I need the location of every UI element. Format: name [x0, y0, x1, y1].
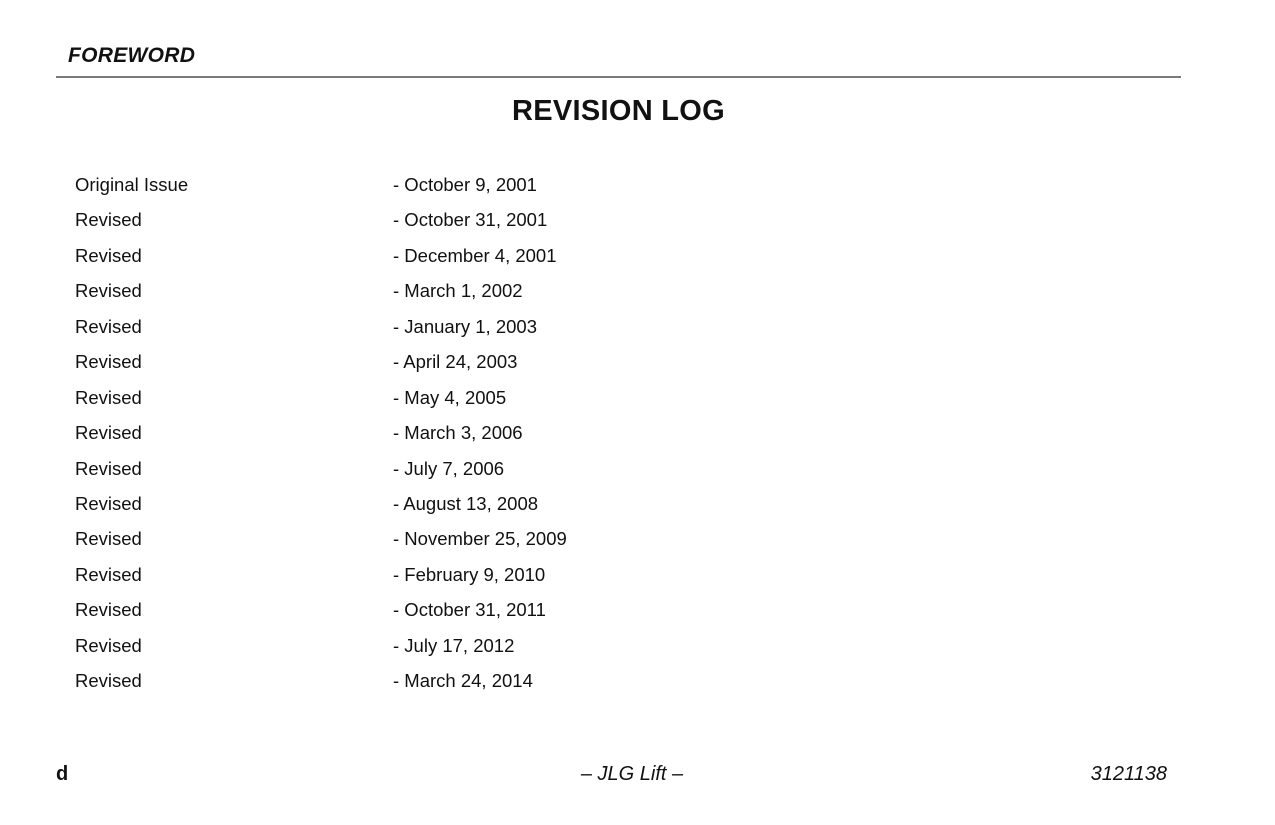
revision-date: - March 3, 2006 — [393, 422, 523, 444]
revision-date: - October 9, 2001 — [393, 174, 537, 195]
revision-type: Revised — [75, 422, 142, 444]
section-header: FOREWORD — [68, 44, 196, 67]
revision-date: - February 9, 2010 — [393, 563, 546, 585]
page-footer — [0, 763, 1275, 789]
revision-type: Revised — [75, 528, 142, 550]
revision-date: - April 24, 2003 — [393, 351, 518, 373]
revision-date: - July 7, 2006 — [393, 457, 505, 479]
revision-date: - October 31, 2001 — [393, 209, 548, 231]
page-number: d — [56, 763, 69, 785]
revision-type: Revised — [75, 209, 142, 231]
revision-type: Revised — [75, 244, 142, 266]
revision-type: Revised — [75, 634, 142, 656]
revision-type: Revised — [75, 599, 142, 621]
revision-type: Revised — [75, 563, 142, 585]
publisher-name: – JLG Lift – — [580, 763, 684, 785]
revision-type: Revised — [75, 351, 142, 373]
revision-date: - March 24, 2014 — [393, 670, 533, 692]
revision-date: - December 4, 2001 — [393, 244, 557, 266]
revision-type: Revised — [75, 386, 142, 408]
revision-date: - October 31, 2011 — [393, 599, 546, 621]
revision-date: - May 4, 2005 — [393, 386, 507, 408]
revision-type: Original Issue — [75, 174, 189, 195]
document-number: 3121138 — [1090, 763, 1167, 785]
revision-type: Revised — [75, 457, 142, 479]
revision-date: - January 1, 2003 — [393, 315, 537, 337]
page-title: REVISION LOG — [511, 95, 726, 127]
revision-date: - November 25, 2009 — [393, 528, 567, 550]
revision-type: Revised — [75, 670, 142, 692]
revision-date: - March 1, 2002 — [393, 280, 523, 302]
revision-date: - August 13, 2008 — [393, 492, 539, 514]
revision-type: Revised — [75, 280, 142, 302]
revision-type: Revised — [75, 492, 142, 514]
header-divider — [56, 76, 1181, 78]
revision-date: - July 17, 2012 — [393, 634, 515, 656]
revision-type: Revised — [75, 315, 142, 337]
